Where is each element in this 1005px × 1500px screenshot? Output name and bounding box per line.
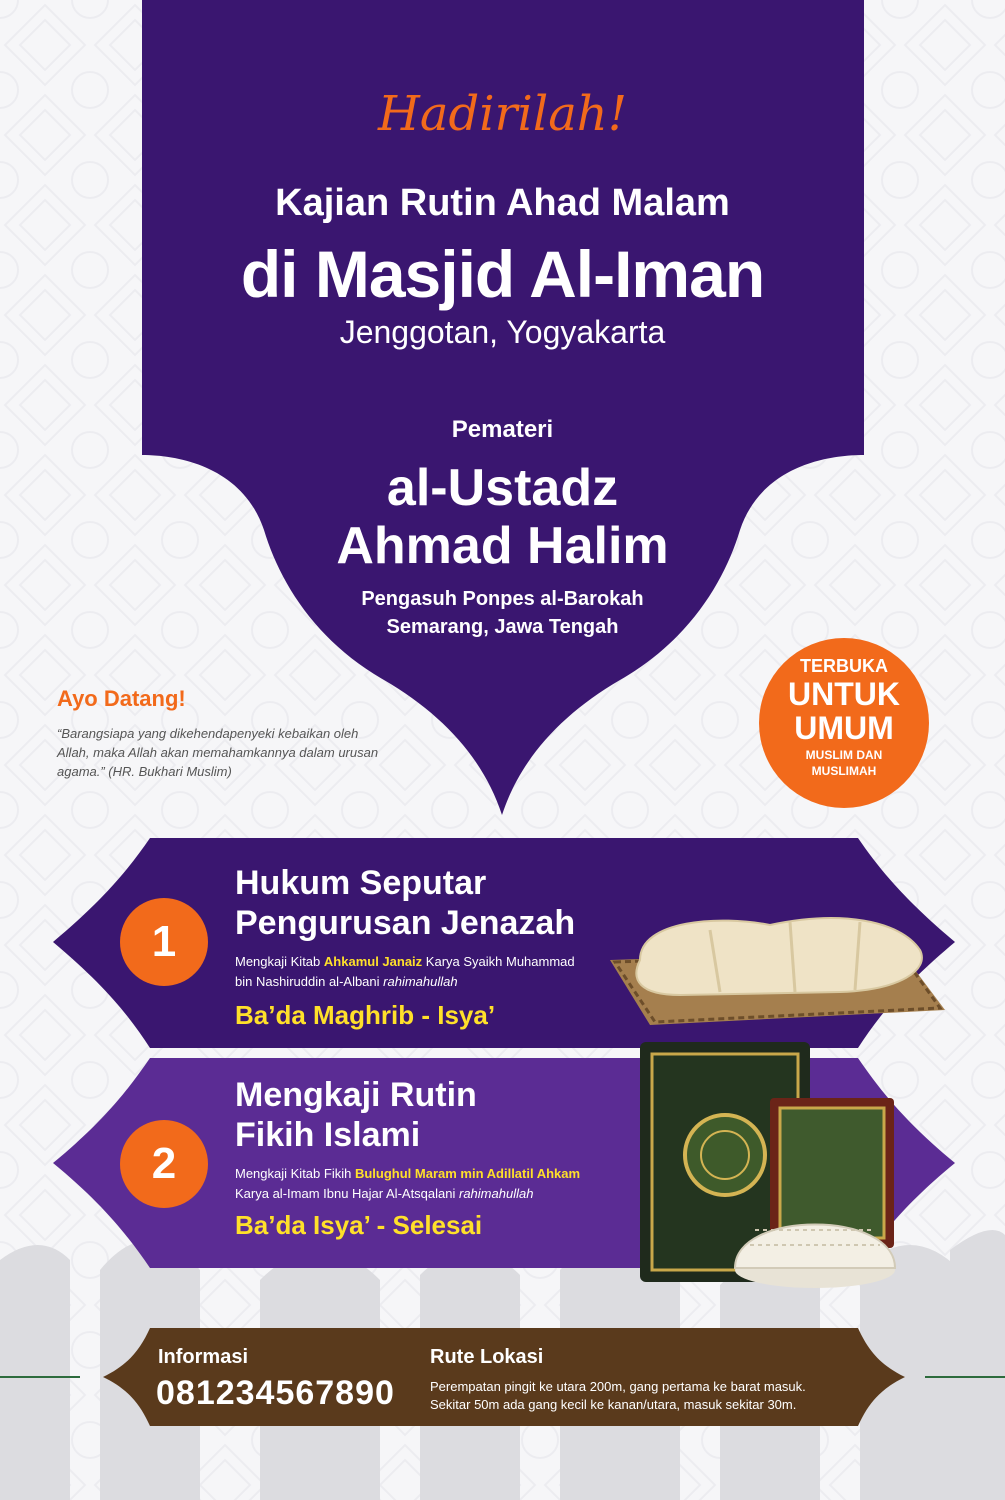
book-title: Ahkamul Janaiz: [323, 954, 423, 969]
badge-line: UMUM: [794, 710, 894, 746]
speaker-label: Pemateri: [451, 416, 554, 443]
badge-line: MUSLIMAH: [811, 764, 877, 778]
badge-line: MUSLIM DAN: [805, 748, 883, 762]
session-time: Ba’da Maghrib - Isya’: [235, 1000, 496, 1030]
session-title: Hukum Seputar: [235, 864, 487, 902]
call-to-action: Ayo Datang!: [57, 686, 186, 711]
badge-line: TERBUKA: [800, 656, 888, 676]
event-title: Kajian Rutin Ahad Malam: [275, 182, 730, 224]
venue-location: Jenggotan, Yogyakarta: [339, 314, 666, 350]
open-to-public-badge: [759, 638, 929, 808]
session-title: Pengurusan Jenazah: [235, 904, 576, 942]
book-title: Bulughul Maram min Adillatil Ahkam: [354, 1166, 581, 1181]
info-label: Informasi: [158, 1346, 249, 1368]
desc-text: Mengkaji Kitab: [235, 954, 321, 969]
route-line: Sekitar 50m ada gang kecil ke kanan/utara, masuk sekitar 30m.: [430, 1397, 797, 1412]
speaker-title: al-Ustadz: [386, 459, 619, 517]
speaker-affiliation: Pengasuh Ponpes al-Barokah: [361, 588, 644, 610]
session-number: 2: [120, 1120, 208, 1208]
session-title: Mengkaji Rutin: [235, 1076, 477, 1114]
venue-name: di Masjid Al-Iman: [240, 237, 765, 311]
desc-text: Mengkaji Kitab Fikih: [235, 1166, 352, 1181]
hadith-quote: “Barangsiapa yang dikehendapenyeki kebaikan oleh Allah, maka Allah akan memahamkannya dalam urusan agama.” (HR. Bukhari Muslim): [57, 726, 379, 779]
books-and-cap-illustration: [630, 1030, 910, 1290]
route-line: Perempatan pingit ke utara 200m, gang pertama ke barat masuk.: [430, 1379, 806, 1394]
speaker-name: Ahmad Halim: [336, 517, 669, 575]
speaker-city: Semarang, Jawa Tengah: [386, 616, 619, 638]
desc-text: Karya al-Imam Ibnu Hajar Al-Atsqalani: [235, 1186, 456, 1201]
desc-text: Karya Syaikh Muhammad: [425, 954, 575, 969]
desc-honorific: rahimahullah: [383, 974, 458, 989]
desc-honorific: rahimahullah: [459, 1186, 534, 1201]
session-title: Fikih Islami: [235, 1116, 421, 1154]
session-description: [235, 952, 575, 992]
session-number: 1: [120, 898, 208, 986]
jenazah-illustration: [600, 900, 950, 1030]
contact-phone[interactable]: 081234567890: [156, 1374, 395, 1412]
invite-heading: Hadirilah!: [377, 86, 628, 142]
session-time: Ba’da Isya’ - Selesai: [235, 1210, 483, 1240]
desc-text: bin Nashiruddin al-Albani: [235, 974, 380, 989]
badge-line: UNTUK: [788, 676, 900, 712]
session-description: [235, 1164, 580, 1204]
route-label: Rute Lokasi: [430, 1346, 544, 1368]
